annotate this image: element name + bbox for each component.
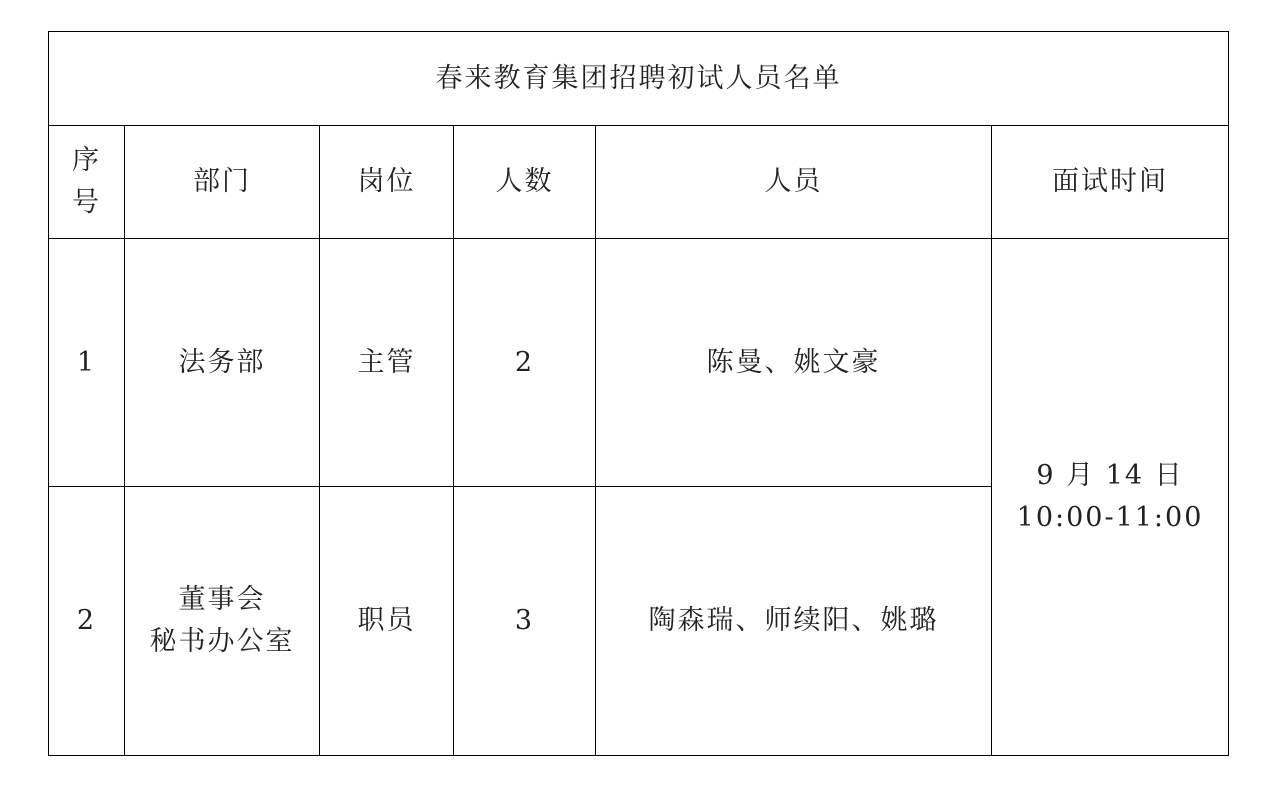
row-position: 主管 [320,239,454,487]
header-row [49,126,1229,239]
row-department-line2: 秘书办公室 [149,626,295,657]
title-row [49,32,1229,126]
header-people: 人员 [596,126,992,239]
header-seq-line1: 序 [72,145,101,177]
recruitment-list-table [48,31,1229,756]
header-seq [49,126,125,239]
header-count: 人数 [454,126,596,239]
row-department-line1: 董事会 [178,584,266,616]
row-seq: 2 [49,487,125,756]
interview-time-cell [992,239,1229,756]
row-seq: 1 [49,239,125,487]
row-department [125,487,320,756]
header-seq-line2: 号 [72,187,101,218]
row-count: 3 [454,487,596,756]
row-people: 陈曼、姚文豪 [596,239,992,487]
row-count: 2 [454,239,596,487]
interview-date: 9 月 14 日 [1036,460,1184,492]
interview-time: 10:00-11:00 [1016,502,1204,533]
header-department: 部门 [125,126,320,239]
header-position: 岗位 [320,126,454,239]
row-department: 法务部 [125,239,320,487]
table-row [49,239,1229,487]
document-title: 春来教育集团招聘初试人员名单 [49,32,1229,126]
row-position: 职员 [320,487,454,756]
row-people: 陶森瑞、师续阳、姚璐 [596,487,992,756]
header-interview-time: 面试时间 [992,126,1229,239]
